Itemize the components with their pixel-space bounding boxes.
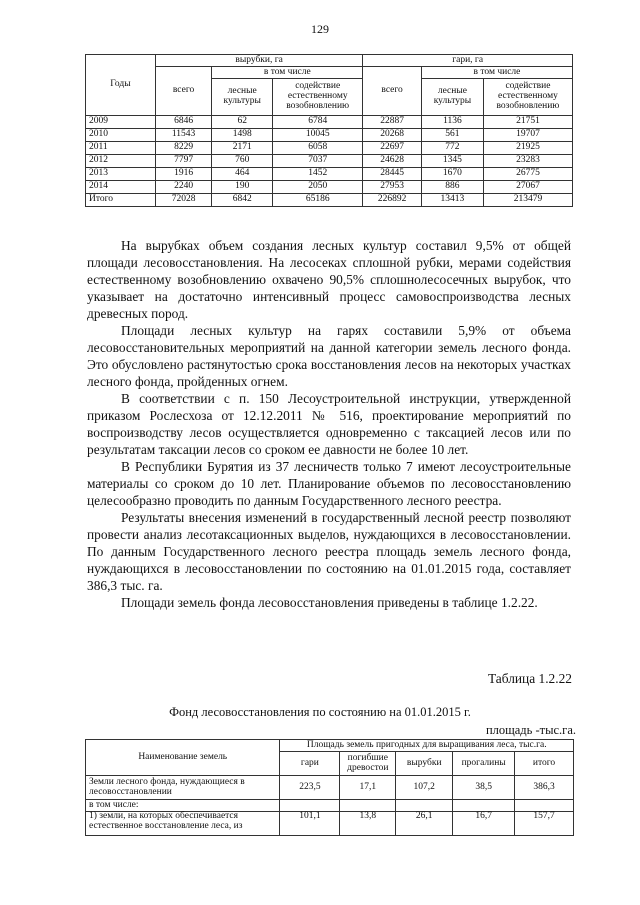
table-row [86,194,573,207]
cell: 19707 [483,129,572,142]
cell: 386,3 [515,776,574,800]
paragraph-6: Площади земель фонда лесовосстановления приведены в таблице 1.2.22. [121,595,538,610]
row-year: 2011 [86,142,156,155]
cut-regen-header: содействие естественному возобновлению [273,79,363,116]
row-year: 2010 [86,129,156,142]
cell: 17,1 [340,776,396,800]
group-cut-header: вырубки, га [155,55,362,67]
cell: 107,2 [396,776,453,800]
paragraph-5: Результаты внесения изменений в государственный лесной реестр позволяют провести анализ лесотаксационных выделов, нуждающихся в лесовосстановлении. По данным Государственного лесного реестра площадь земель лесного фонда, нуждающихся в лесовосстановлении по состоянию на 01.01.2015 года, составляет 386,3 тыс. га. [87,510,571,593]
cell: 23283 [483,155,572,168]
cell: 72028 [155,194,211,207]
cell [340,800,396,812]
cell: 2050 [273,181,363,194]
col-dead-stands-header: погибшие древостои [340,752,396,776]
row-year: 2009 [86,116,156,129]
cut-cultures-header: лесные культуры [212,79,273,116]
paragraph-2: Площади лесных культур на гарях составили 5,9% от объема лесовосстановительных мероприятий на данной категории земель лесного фонда. Это обусловлено растянутостью срока восстановления лесов на некоторых участках лесного фонда, пройденных огнем. [87,323,571,389]
cell: 464 [212,168,273,181]
cell: 6058 [273,142,363,155]
table-unit: площадь -тыс.га. [485,723,576,737]
cell: 26,1 [396,812,453,836]
row-including: в том числе: [86,800,280,812]
cell: 7797 [155,155,211,168]
cell: 1136 [421,116,483,129]
cut-total-header: всего [155,67,211,116]
cell: 28445 [363,168,422,181]
table-row [86,168,573,181]
cell: 13413 [421,194,483,207]
text-body [87,237,571,611]
table-title: Фонд лесовосстановления по состоянию на 01.01.2015 г. [169,705,471,719]
cell: 223,5 [280,776,340,800]
cell [515,800,574,812]
table-row [86,129,573,142]
cell: 561 [421,129,483,142]
cell: 20268 [363,129,422,142]
cell: 65186 [273,194,363,207]
cell: 886 [421,181,483,194]
cell: 10045 [273,129,363,142]
col-burnt-header: гари [280,752,340,776]
cell: 6846 [155,116,211,129]
cell: 38,5 [453,776,515,800]
table-label: Таблица 1.2.22 [487,671,572,686]
cell: 21925 [483,142,572,155]
cell: 6842 [212,194,273,207]
cell [396,800,453,812]
fire-regen-header: содействие естественному возобновлению [483,79,572,116]
cell: 26775 [483,168,572,181]
cell: 760 [212,155,273,168]
group-fire-header: гари, га [363,55,573,67]
cell: 1916 [155,168,211,181]
cell [280,800,340,812]
cell: 1670 [421,168,483,181]
col-total-header: итого [515,752,574,776]
cell: 1345 [421,155,483,168]
cell: 22697 [363,142,422,155]
table-row [86,142,573,155]
cell: 2240 [155,181,211,194]
row-year: 2013 [86,168,156,181]
paragraph-4: В Республики Бурятия из 37 лесничеств только 7 имеют лесоустроительные материалы со сроком до 10 лет. Планирование объемов по лесовосстановлению целесообразно проводить по данным Государственного лесного реестра. [87,459,571,508]
col-name-header: Наименование земель [86,740,280,776]
paragraph-1: На вырубках объем создания лесных культур составил 9,5% от общей площади лесовосстановления. На лесосеках сплошной рубки, мерами содействия естественному возобновлению охвачено 90,5% сплошнолесосечных вырубок, что указывает на достаточно интенсивный процесс самовоспроизводства лесных древесных пород. [87,238,571,321]
cell: 24628 [363,155,422,168]
cell: 157,7 [515,812,574,836]
paragraph-3: В соответствии с п. 150 Лесоустроительной инструкции, утвержденной приказом Рослесхоза от 12.12.2011 № 516, проектирование мероприятий по воспроизводству лесов осуществляется одновременно с таксацией лесов или по результатам таксации лесов со сроком ее давности не более 10 лет. [87,391,571,457]
row-fund-name: Земли лесного фонда, нуждающиеся в лесовосстановлении [86,776,280,800]
cell: 62 [212,116,273,129]
cell: 13,8 [340,812,396,836]
cell: 16,7 [453,812,515,836]
row-year: 2014 [86,181,156,194]
cell [453,800,515,812]
col-cut-header: вырубки [396,752,453,776]
cell: 1498 [212,129,273,142]
fire-incl-header: в том числе [421,67,572,79]
cell: 8229 [155,142,211,155]
cell: 2171 [212,142,273,155]
cell: 190 [212,181,273,194]
row-natural-name: 1) земли, на которых обеспечивается естественное восстановление леса, из [86,812,280,836]
cell: 772 [421,142,483,155]
cell: 213479 [483,194,572,207]
table-row [86,116,573,129]
row-year: Итого [86,194,156,207]
cell: 226892 [363,194,422,207]
cell: 22887 [363,116,422,129]
cell: 6784 [273,116,363,129]
reforestation-table [85,54,573,207]
page-number: 129 [311,22,329,36]
col-years-header: Годы [86,55,156,116]
cell: 11543 [155,129,211,142]
row-year: 2012 [86,155,156,168]
cell: 21751 [483,116,572,129]
cell: 7037 [273,155,363,168]
table-row [86,181,573,194]
cut-incl-header: в том числе [212,67,363,79]
reforestation-fund-table [85,739,574,836]
cell: 101,1 [280,812,340,836]
cell: 27953 [363,181,422,194]
table-row [86,155,573,168]
group-area-header: Площадь земель пригодных для выращивания леса, тыс.га. [280,740,574,752]
cell: 27067 [483,181,572,194]
fire-total-header: всего [363,67,422,116]
col-glades-header: прогалины [453,752,515,776]
cell: 1452 [273,168,363,181]
fire-cultures-header: лесные культуры [421,79,483,116]
